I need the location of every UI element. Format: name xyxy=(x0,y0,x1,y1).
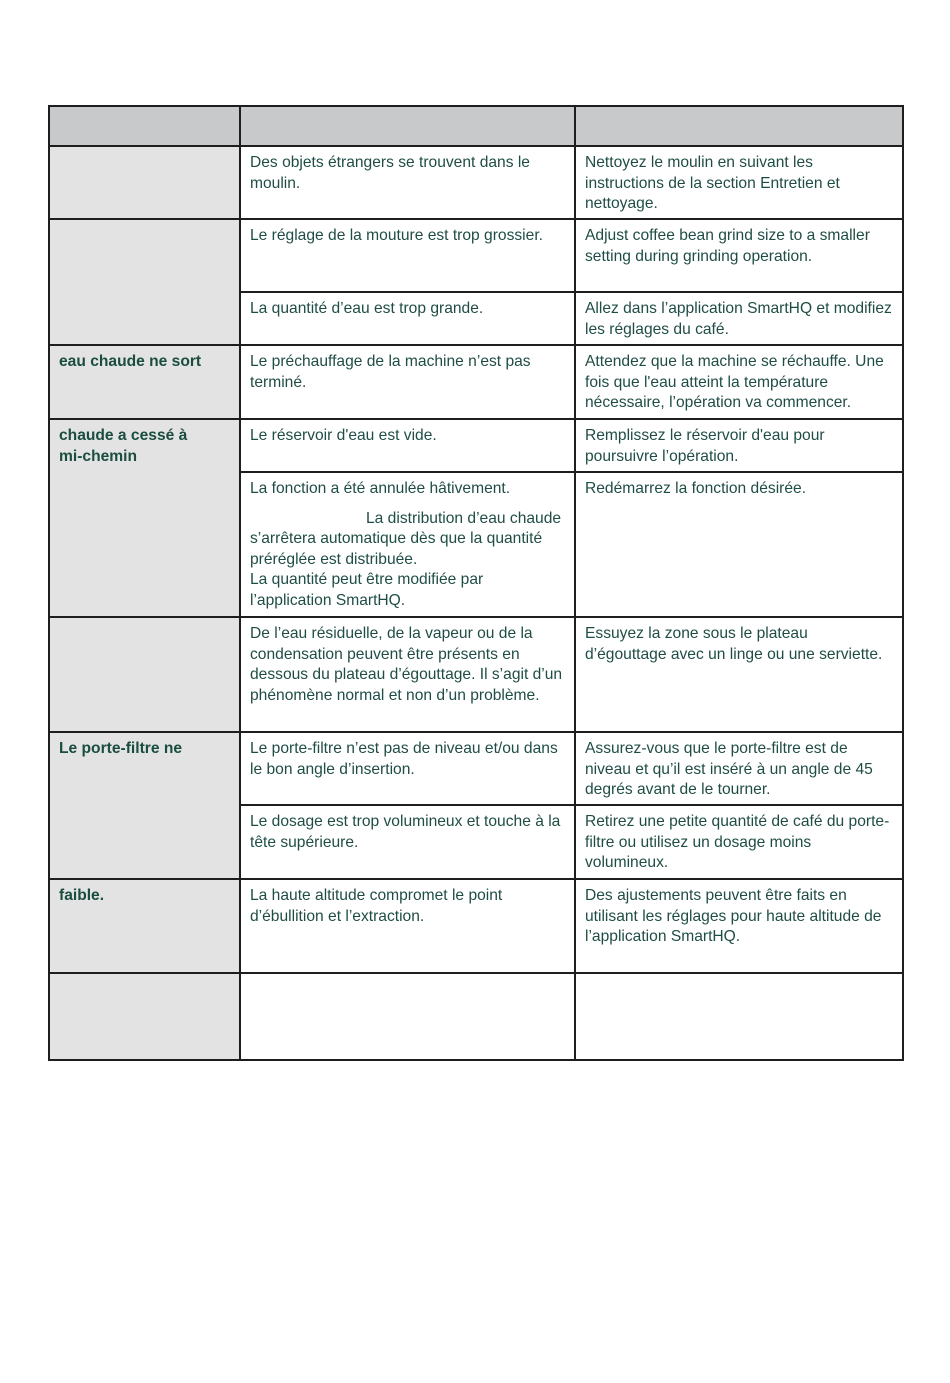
solution-cell: Allez dans l’application SmartHQ et modifiez les réglages du café. xyxy=(575,292,903,345)
problem-cell xyxy=(49,419,240,617)
header-solution xyxy=(575,106,903,146)
cause-note-2: La quantité peut être modifiée par l’application SmartHQ. xyxy=(250,571,484,609)
solution-cell: Essuyez la zone sous le plateau d’égouttage avec un linge ou une serviette. xyxy=(575,617,903,732)
cause-text: La fonction a été annulée hâtivement. xyxy=(250,480,511,497)
table-row xyxy=(49,732,903,805)
solution-cell: Adjust coffee bean grind size to a smaller setting during grinding operation. xyxy=(575,219,903,292)
troubleshooting-table xyxy=(48,105,904,1061)
cause-cell: Le réservoir d'eau est vide. xyxy=(240,419,575,472)
problem-cell xyxy=(49,617,240,732)
problem-cell xyxy=(49,219,240,345)
solution-cell: Remplissez le réservoir d'eau pour poursuivre l’opération. xyxy=(575,419,903,472)
solution-cell: Nettoyez le moulin en suivant les instructions de la section Entretien et nettoyage. xyxy=(575,146,903,219)
problem-cell xyxy=(49,146,240,219)
cause-cell xyxy=(240,472,575,617)
cause-note xyxy=(250,509,565,571)
cause-cell: De l’eau résiduelle, de la vapeur ou de la condensation peuvent être présents en dessous du plateau d’égouttage. Il s’agit d’un phénomène normal et non d’un problème. xyxy=(240,617,575,732)
cause-cell: Le dosage est trop volumineux et touche à la tête supérieure. xyxy=(240,805,575,879)
cause-cell xyxy=(240,973,575,1060)
cause-note-text: La distribution d’eau chaude s’arrêtera automatique dès que la quantité préréglée est distribuée. xyxy=(250,509,562,568)
table-row xyxy=(49,345,903,419)
problem-cell xyxy=(49,973,240,1060)
table-row xyxy=(49,973,903,1060)
table-row xyxy=(49,617,903,732)
cause-cell: Le préchauffage de la machine n’est pas terminé. xyxy=(240,345,575,419)
solution-cell: Retirez une petite quantité de café du porte-filtre ou utilisez un dosage moins volumineux. xyxy=(575,805,903,879)
cause-cell: Le réglage de la mouture est trop grossier. xyxy=(240,219,575,292)
solution-cell: Des ajustements peuvent être faits en utilisant les réglages pour haute altitude de l’application SmartHQ. xyxy=(575,879,903,973)
table-row xyxy=(49,879,903,973)
problem-line: mi-chemin xyxy=(59,447,137,465)
problem-cell: eau chaude ne sort xyxy=(49,345,240,419)
cause-cell: Le porte-filtre n’est pas de niveau et/ou dans le bon angle d’insertion. xyxy=(240,732,575,805)
cause-cell: La haute altitude compromet le point d’ébullition et l’extraction. xyxy=(240,879,575,973)
header-problem xyxy=(49,106,240,146)
table-row xyxy=(49,219,903,292)
header-cause xyxy=(240,106,575,146)
cause-cell: Des objets étrangers se trouvent dans le moulin. xyxy=(240,146,575,219)
solution-cell: Assurez-vous que le porte-filtre est de niveau et qu’il est inséré à un angle de 45 degrés avant de le tourner. xyxy=(575,732,903,805)
cause-cell: La quantité d’eau est trop grande. xyxy=(240,292,575,345)
solution-cell: Attendez que la machine se réchauffe. Une fois que l'eau atteint la température nécessaire, l’opération va commencer. xyxy=(575,345,903,419)
problem-cell: faible. xyxy=(49,879,240,973)
problem-cell: Le porte-filtre ne xyxy=(49,732,240,879)
solution-cell: Redémarrez la fonction désirée. xyxy=(575,472,903,617)
problem-line: chaude a cessé à xyxy=(59,427,188,444)
table-row xyxy=(49,146,903,219)
solution-cell xyxy=(575,973,903,1060)
table-header-row xyxy=(49,106,903,146)
table-row xyxy=(49,419,903,472)
